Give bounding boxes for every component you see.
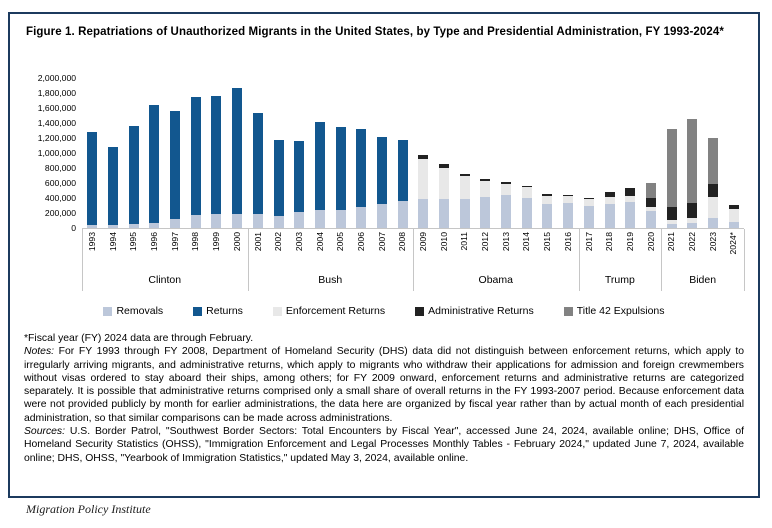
stacked-bar [294,141,304,228]
year-slot [103,229,124,267]
y-tick-label: 200,000 [44,208,76,218]
notes-label: Notes: [24,346,55,358]
bar-segment [729,222,739,228]
legend-label: Returns [206,305,243,317]
year-tick-label: 2000 [231,232,242,252]
plot-wrap [82,78,744,291]
stacked-bar [729,205,739,228]
bar-segment [418,199,428,228]
bar-segment [708,218,718,229]
year-slot [413,229,434,267]
year-slot [661,229,682,267]
bar-segment [191,97,201,215]
sources-text: U.S. Border Patrol, "Southwest Border Sectors: Total Encounters by Fiscal Year", accessed June 24, 2024, available online; DHS, Office of Homeland Security Statistics (OHSS), "Immigration Enforcement and Legal Processes Monthly Tables - February 2024," updated June 7, 2024, available online; DHS, OHSS, "Yearbook of Immigration Statistics," updated May 3, 2024, available online. [24,426,744,464]
year-slot [516,229,537,267]
legend-marker [193,307,202,316]
stacked-bar [439,164,449,228]
year-tick-label: 2016 [562,232,573,252]
bar-segment [336,127,346,209]
bar-segment [274,216,284,228]
year-tick-label: 2007 [376,232,387,252]
year-slot [496,229,517,267]
bar-segment [232,214,242,228]
legend [24,305,744,317]
year-tick-label: 1998 [190,232,201,252]
y-tick-label: 1,800,000 [37,88,76,98]
year-slot [185,229,206,267]
bar-2008 [392,78,413,228]
bar-segment [253,214,263,228]
bar-segment [294,212,304,228]
administration-label-bush: Bush [318,274,343,286]
bar-segment [170,111,180,219]
administration-label-obama: Obama [478,274,513,286]
bar-2011 [454,78,475,228]
year-tick-label: 2024* [728,232,739,255]
year-tick-label: 2023 [707,232,718,252]
bar-segment [667,129,677,207]
year-tick-label: 1993 [87,232,98,252]
stacked-bar [542,194,552,228]
legend-label: Enforcement Returns [285,305,386,317]
y-tick-label: 1,200,000 [37,133,76,143]
bar-2001 [248,78,269,228]
year-slot [206,229,227,267]
bar-segment [708,197,718,218]
bar-segment [687,223,697,228]
year-slot [330,229,351,267]
bar-segment [667,224,677,228]
bar-2020 [641,78,662,228]
bar-segment [708,138,718,185]
bar-segment [646,183,656,198]
stacked-bar [460,174,470,228]
bar-segment [563,203,573,229]
bar-2024 [723,78,744,228]
year-slot [351,229,372,267]
year-slot [703,229,724,267]
administration-label-biden: Biden [689,274,717,286]
bar-2019 [620,78,641,228]
administration-separator-line [82,229,83,291]
year-slot [620,229,641,267]
legend-marker [415,307,424,316]
bar-segment [336,210,346,228]
stacked-bar [149,105,159,228]
bar-2006 [351,78,372,228]
year-slot [82,229,103,267]
bar-segment [377,204,387,228]
year-tick-label: 2004 [314,232,325,252]
year-slot [268,229,289,267]
year-slot [558,229,579,267]
y-tick-label: 800,000 [44,163,76,173]
bar-segment [584,206,594,228]
year-slot [392,229,413,267]
year-tick-label: 2006 [355,232,366,252]
year-slot [599,229,620,267]
bar-segment [501,184,511,195]
administration-separator-line [579,229,580,291]
bar-2012 [475,78,496,228]
stacked-bar [377,137,387,228]
administration-separator-line [661,229,662,291]
stacked-bar [646,183,656,228]
stacked-bar [356,129,366,228]
year-slot [682,229,703,267]
stacked-bar [129,126,139,228]
bar-2010 [434,78,455,228]
sources-paragraph [24,425,744,465]
bar-segment [149,105,159,223]
bar-2002 [268,78,289,228]
y-tick-label: 1,000,000 [37,148,76,158]
stacked-bar [398,140,408,228]
bar-segment [625,188,635,196]
bar-2017 [579,78,600,228]
stacked-bar [625,188,635,228]
year-tick-label: 2011 [459,232,470,251]
year-tick-label: 2008 [397,232,408,252]
bar-segment [294,141,304,212]
x-axis-labels [82,229,744,291]
bar-2021 [661,78,682,228]
bar-segment [542,204,552,228]
administration-label-clinton: Clinton [148,274,182,286]
bar-segment [687,119,697,203]
stacked-bar [418,155,428,228]
year-slot [579,229,600,267]
stacked-bar [605,192,615,228]
year-tick-label: 2009 [418,232,429,252]
bar-segment [522,198,532,228]
bar-segment [129,224,139,228]
notes-text: For FY 1993 through FY 2008, Department of Homeland Security (DHS) data did not distinguish between enforcement returns, which apply to irregularly arriving migrants, and administrative returns, which apply to migrants who withdraw their applications for admission and foreign crewmembers without visas ordered to stay aboard their ships, among others; for FY 2009 onward, enforcement returns and administrative returns are categorized separately. It is possible that administrative returns comprised only a small share of overall returns in the FY 1993-2007 period. Because enforcement data were not provided publicly by month for earlier administrations, the data here are organized by fiscal year rather than by actual month of each presidential administration, so that similar comparisons can be made across administrations. [24,346,744,424]
bar-segment [542,196,552,204]
year-tick-label: 2005 [335,232,346,252]
legend-label: Administrative Returns [428,305,534,317]
migration-policy-institute-logo: Migration Policy Institute [26,502,151,516]
stacked-bar [87,132,97,228]
year-tick-label: 2018 [604,232,615,252]
sources-label: Sources: [24,426,66,438]
bar-2016 [558,78,579,228]
year-slot [144,229,165,267]
legend-item-removals [103,305,163,317]
bar-segment [522,187,532,197]
year-slot [475,229,496,267]
bar-2013 [496,78,517,228]
bar-2014 [516,78,537,228]
bar-2022 [682,78,703,228]
legend-marker [103,307,112,316]
bar-segment [439,199,449,228]
bar-segment [439,168,449,200]
legend-label: Title 42 Expulsions [576,305,665,317]
stacked-bar [108,147,118,228]
notes-block [24,332,744,465]
bar-segment [584,199,594,207]
bar-1997 [165,78,186,228]
year-slot [641,229,662,267]
year-tick-label: 2017 [583,232,594,252]
year-slot [372,229,393,267]
y-tick-label: 400,000 [44,193,76,203]
stacked-bar [170,111,180,228]
bar-1996 [144,78,165,228]
year-tick-label: 2015 [542,232,553,252]
y-tick-label: 2,000,000 [37,73,76,83]
administration-separator-line [413,229,414,291]
bar-segment [149,223,159,228]
figure-title: Figure 1. Repatriations of Unauthorized Migrants in the United States, by Type and Presidential Administration, FY 1993-2024* [26,26,724,38]
stacked-bar [315,122,325,228]
legend-item-returns [193,305,243,317]
stacked-bar [522,186,532,228]
bar-segment [398,140,408,201]
bar-2004 [310,78,331,228]
bar-segment [356,129,366,207]
legend-marker [273,307,282,316]
bar-segment [211,96,221,214]
bar-segment [356,207,366,228]
bar-segment [605,204,615,228]
bar-2018 [599,78,620,228]
year-tick-label: 1999 [211,232,222,252]
year-tick-label: 2021 [666,232,677,252]
stacked-bar [253,113,263,228]
bar-segment [129,126,139,225]
administration-label-trump: Trump [604,274,635,286]
bar-2015 [537,78,558,228]
stacked-bar [563,195,573,228]
y-axis [24,73,82,233]
bar-2003 [289,78,310,228]
bar-segment [211,214,221,228]
bar-segment [708,184,718,196]
footnote: *Fiscal year (FY) 2024 data are through February. [24,333,254,344]
bar-segment [501,195,511,228]
stacked-bar [191,97,201,228]
year-tick-label: 1997 [169,232,180,252]
figure-box [8,12,760,498]
legend-marker [564,307,573,316]
year-tick-label: 2020 [645,232,656,252]
year-slot [434,229,455,267]
y-tick-label: 600,000 [44,178,76,188]
bar-1995 [123,78,144,228]
year-slot [289,229,310,267]
year-slot [165,229,186,267]
bar-1994 [103,78,124,228]
year-tick-label: 1996 [149,232,160,252]
stacked-bar [336,127,346,228]
bar-segment [253,113,263,214]
bar-segment [418,159,428,199]
bar-segment [605,197,615,204]
bar-segment [646,198,656,207]
bar-2009 [413,78,434,228]
stacked-bar [501,182,511,228]
administration-separator-line [248,229,249,291]
bar-segment [687,203,697,217]
bar-segment [729,209,739,223]
year-slot [723,229,744,267]
bar-2007 [372,78,393,228]
bar-segment [460,199,470,228]
bar-segment [377,137,387,204]
chart [24,73,744,291]
y-tick-label: 1,600,000 [37,103,76,113]
bar-2000 [227,78,248,228]
bar-segment [398,201,408,228]
stacked-bar [211,96,221,228]
year-tick-label: 2012 [480,232,491,252]
legend-label: Removals [116,305,164,317]
legend-item-title-42-expulsions [564,305,665,317]
year-slot [454,229,475,267]
year-tick-label: 2002 [273,232,284,252]
stacked-bar [480,179,490,228]
stacked-bar [708,138,718,228]
year-tick-label: 2001 [252,232,263,252]
bar-segment [108,147,118,224]
stacked-bar [667,129,677,228]
bar-segment [87,225,97,228]
bar-2023 [703,78,724,228]
bar-segment [87,132,97,225]
year-tick-label: 1994 [107,232,118,252]
stacked-bar [232,88,242,228]
bar-1993 [82,78,103,228]
year-slot [123,229,144,267]
bar-segment [625,202,635,228]
year-tick-label: 2014 [521,232,532,252]
bar-1998 [185,78,206,228]
bar-2005 [330,78,351,228]
administration-separator-line [744,229,745,291]
year-slot [537,229,558,267]
bar-segment [274,140,284,216]
bar-segment [480,181,490,196]
year-tick-label: 2013 [500,232,511,252]
year-tick-label: 2019 [624,232,635,252]
y-tick-label: 0 [71,223,76,233]
stacked-bar [687,119,697,228]
notes-paragraph [24,345,744,425]
legend-item-administrative-returns [415,305,534,317]
bar-segment [646,211,656,228]
bar-1999 [206,78,227,228]
year-slot [227,229,248,267]
legend-item-enforcement-returns [273,305,385,317]
year-slot [310,229,331,267]
bar-segment [480,197,490,228]
bar-segment [232,88,242,214]
bar-segment [460,176,470,199]
year-tick-label: 2010 [438,232,449,252]
bar-segment [315,122,325,210]
bar-segment [315,210,325,228]
bar-segment [667,207,677,220]
stacked-bar [274,140,284,228]
bar-segment [170,219,180,228]
year-slot [248,229,269,267]
stacked-bar [584,198,594,228]
bar-segment [108,225,118,228]
y-tick-label: 1,400,000 [37,118,76,128]
year-tick-label: 2003 [293,232,304,252]
year-tick-label: 2022 [686,232,697,252]
plot-area [82,78,744,229]
bar-segment [191,215,201,228]
year-tick-label: 1995 [128,232,139,252]
